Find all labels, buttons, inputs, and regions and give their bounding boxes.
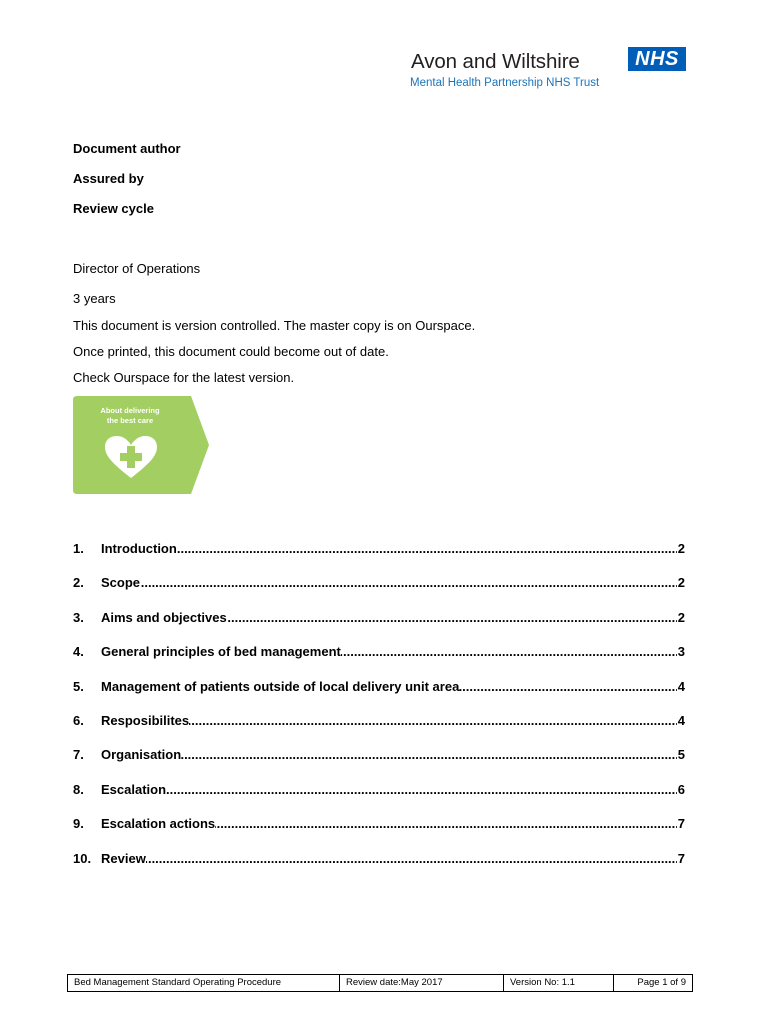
trust-logo <box>408 46 690 92</box>
review-cycle-value: 3 years <box>73 291 116 306</box>
toc-dot-leader <box>101 782 685 797</box>
toc-entry-line <box>101 747 685 762</box>
footer-review-date: Review date:May 2017 <box>340 975 504 991</box>
toc-entry-line <box>101 679 685 694</box>
toc-entry-number: 1. <box>73 541 84 556</box>
toc-entry-number: 3. <box>73 610 84 625</box>
toc-entry-line <box>101 644 685 659</box>
logo-subtitle: Mental Health Partnership NHS Trust <box>410 77 600 89</box>
toc-entry-line <box>101 851 685 866</box>
toc-dot-leader <box>101 575 685 590</box>
toc-entry-title: Escalation actions <box>101 816 216 831</box>
toc-entry-page: 7 <box>677 851 685 866</box>
toc-entry-number: 9. <box>73 816 84 831</box>
version-control-note: This document is version controlled. The master copy is on Ourspace. <box>73 318 476 333</box>
toc-entry[interactable] <box>73 851 685 869</box>
page-footer <box>67 974 693 992</box>
toc-entry-line <box>101 575 685 590</box>
assured-by-label: Assured by <box>73 171 144 186</box>
toc-entry-number: 7. <box>73 747 84 762</box>
toc-entry-number: 4. <box>73 644 84 659</box>
toc-entry[interactable] <box>73 644 685 662</box>
logo-org-name: Avon and Wiltshire <box>411 50 580 73</box>
toc-entry-page: 6 <box>677 782 685 797</box>
document-author-value: Director of Operations <box>73 261 201 276</box>
toc-entry-line <box>101 713 685 728</box>
review-cycle-label: Review cycle <box>73 201 154 216</box>
latest-version-note: Check Ourspace for the latest version. <box>73 370 295 385</box>
toc-entry-title: General principles of bed management <box>101 644 341 659</box>
toc-entry[interactable] <box>73 575 685 593</box>
toc-entry-title: Scope <box>101 575 141 590</box>
toc-entry-line <box>101 610 685 625</box>
toc-entry[interactable] <box>73 747 685 765</box>
toc-entry-number: 8. <box>73 782 84 797</box>
footer-document-title: Bed Management Standard Operating Procedure <box>68 975 340 991</box>
toc-entry[interactable] <box>73 679 685 697</box>
toc-entry-number: 10. <box>73 851 92 866</box>
toc-entry-title: Resposibilites <box>101 713 190 728</box>
badge-line-1: About delivering <box>100 406 160 415</box>
toc-entry-title: Management of patients outside of local delivery unit area <box>101 679 460 694</box>
toc-entry[interactable] <box>73 610 685 628</box>
toc-entry-page: 4 <box>677 679 685 694</box>
document-author-label: Document author <box>73 141 181 156</box>
toc-entry-title: Organisation <box>101 747 182 762</box>
toc-entry-line <box>101 816 685 831</box>
toc-entry[interactable] <box>73 816 685 834</box>
toc-entry[interactable] <box>73 782 685 800</box>
toc-dot-leader <box>101 541 685 556</box>
toc-entry-page: 2 <box>677 541 685 556</box>
toc-entry-title: Review <box>101 851 146 866</box>
toc-entry[interactable] <box>73 713 685 731</box>
toc-entry[interactable] <box>73 541 685 559</box>
best-care-badge <box>73 396 211 494</box>
printed-copy-note: Once printed, this document could become out of date. <box>73 344 389 359</box>
toc-entry-page: 2 <box>677 575 685 590</box>
toc-entry-page: 7 <box>677 816 685 831</box>
toc-entry-page: 5 <box>677 747 685 762</box>
footer-page-number: Page 1 of 9 <box>637 977 686 988</box>
toc-entry-page: 4 <box>677 713 685 728</box>
toc-dot-leader <box>101 851 685 866</box>
toc-entry-title: Introduction <box>101 541 177 556</box>
toc-entry-title: Escalation <box>101 782 167 797</box>
toc-entry-page: 2 <box>677 610 685 625</box>
toc-entry-page: 3 <box>677 644 685 659</box>
badge-line-2: the best care <box>106 416 154 425</box>
toc-dot-leader <box>101 747 685 762</box>
toc-entry-line <box>101 541 685 556</box>
heart-cross-icon <box>103 434 159 480</box>
badge-text <box>73 406 187 426</box>
toc-entry-title: Aims and objectives <box>101 610 227 625</box>
nhs-logo: NHS <box>628 47 686 71</box>
toc-entry-number: 2. <box>73 575 84 590</box>
toc-entry-number: 6. <box>73 713 84 728</box>
toc-entry-number: 5. <box>73 679 84 694</box>
footer-version: Version No: 1.1 <box>504 975 614 991</box>
toc-entry-line <box>101 782 685 797</box>
